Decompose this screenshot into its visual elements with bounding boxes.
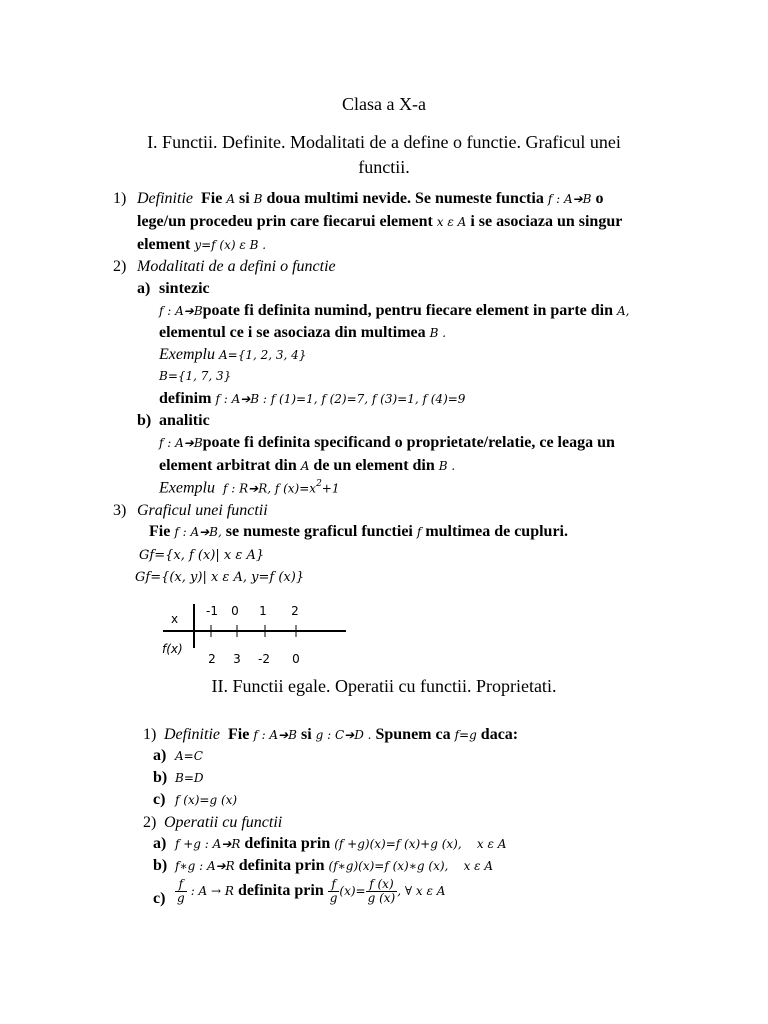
math: (f∗g)(x)=f (x)∗g (x), x ε A (328, 859, 494, 873)
text: daca: (480, 726, 519, 743)
math: f : A➔B (253, 728, 297, 742)
math: f : A➔B (159, 436, 203, 450)
s2-b-math: B=D (175, 771, 204, 785)
x-value: 2 (291, 604, 299, 618)
s2-item2-number: 2) (143, 814, 157, 831)
fraction: $\frac{f (x)}{g (x)}$ (367, 877, 396, 905)
section2-title: II. Functii egale. Operatii cu functii. Proprietati. (211, 676, 557, 696)
math: f : A➔B (159, 304, 203, 318)
exponent: 2 (316, 479, 322, 489)
math: f=g (454, 728, 477, 742)
x-label: x (171, 612, 179, 626)
text: multimea de cupluri. (425, 523, 568, 540)
math: , ∀ x ε A (397, 884, 446, 899)
sub-a-line2 (159, 324, 446, 342)
s2-a-label: a) (153, 747, 167, 764)
sub-b-line2 (159, 457, 455, 475)
example-label: Exemplu (159, 346, 215, 363)
math: A={1, 2, 3, 4} (218, 348, 307, 362)
sub-a-label: a) (137, 280, 151, 297)
s2-b-label: b) (153, 769, 168, 786)
s1-item1-number: 1) (113, 190, 127, 207)
s1-item1-line3 (137, 236, 266, 254)
graph-definition (149, 523, 568, 541)
text: si (238, 190, 250, 207)
math: A (226, 192, 235, 206)
sub-a-example (159, 346, 306, 364)
fraction: $\frac{f}{g}$ (177, 877, 185, 905)
s2-item2-label: Operatii cu functii (164, 814, 283, 831)
x-value: 1 (259, 604, 267, 618)
text: definita prin (237, 882, 324, 900)
class-title: Clasa a X-a (342, 94, 426, 114)
text: Fie (200, 190, 223, 207)
op-b-line (175, 857, 493, 875)
x-value: 0 (231, 604, 239, 618)
s2-item1-line (164, 726, 518, 744)
math: f : R➔R, f (x)=x (222, 481, 317, 496)
math: f : A➔B (547, 192, 592, 206)
text: element (137, 236, 191, 253)
text: poate fi definita numind, pentru fiecare element in parte din (202, 302, 614, 319)
text: Fie (227, 726, 250, 743)
math: f (416, 525, 422, 539)
fx-label: f(x) (162, 642, 183, 656)
math: f : A➔B : f (1)=1, f (2)=7, f (3)=1, f (4)=9 (215, 392, 466, 406)
math: f : A➔B, (174, 525, 222, 539)
math: B (253, 192, 263, 206)
math: (x)= (339, 884, 366, 899)
text: definita prin (244, 835, 331, 852)
text: lege/un procedeu prin care fiecarui element (137, 213, 433, 230)
s1-item2-number: 2) (113, 258, 127, 275)
s2-c-label: c) (153, 791, 166, 808)
text: definita prin (238, 857, 325, 874)
fraction: $\frac{f}{g}$ (329, 877, 338, 905)
text: si (300, 726, 312, 743)
text: element arbitrat din (159, 457, 297, 474)
op-c-line (175, 878, 445, 905)
section1-title-cont: functii. (358, 157, 410, 177)
text: i se asociaza un singur (470, 213, 623, 230)
op-b-label: b) (153, 857, 168, 874)
math: +1 (321, 481, 340, 496)
sub-b-example (159, 479, 340, 497)
math: f +g : A➔R (175, 837, 241, 851)
s1-item1-line2 (137, 213, 622, 231)
s2-a-math: A=C (175, 749, 203, 763)
graph-formula-1: Gf={x, f (x)| x ε A} (139, 548, 265, 563)
op-a-label: a) (153, 835, 167, 852)
math: y=f (x) ε B . (194, 238, 267, 252)
sub-a-title: sintezic (159, 280, 210, 297)
math: f∗g : A➔R (175, 859, 235, 873)
math: B . (429, 326, 447, 340)
s1-item2-label: Modalitati de a defini o functie (137, 258, 336, 275)
value-table (150, 596, 360, 676)
text: doua multimi nevide. Se numeste functia (266, 190, 544, 207)
s2-item1-number: 1) (143, 726, 157, 743)
f-value: 3 (233, 652, 241, 666)
math: g : C➔D . (315, 728, 372, 742)
definition-label: Definitie (137, 190, 193, 207)
op-c-label: c) (153, 890, 166, 907)
text: se numeste graficul functiei (225, 523, 413, 540)
text: elementul ce i se asociaza din multimea (159, 324, 426, 341)
sub-a-line1 (159, 302, 630, 320)
f-value: -2 (258, 652, 270, 666)
text: de un element din (313, 457, 435, 474)
section1-title: I. Functii. Definite. Modalitati de a define o functie. Graficul unei (147, 132, 621, 152)
sub-a-example-b: B={1, 7, 3} (159, 369, 232, 383)
math: x ε A (436, 215, 467, 229)
f-value: 0 (292, 652, 300, 666)
f-value: 2 (208, 652, 216, 666)
text: definim (159, 390, 212, 407)
sub-a-define (159, 390, 465, 408)
math: (f +g)(x)=f (x)+g (x), x ε A (334, 837, 507, 851)
s1-item1-line1 (137, 190, 603, 208)
text: Spunem ca (375, 726, 451, 743)
sub-b-label: b) (137, 412, 152, 429)
op-a-line (175, 835, 506, 853)
text: poate fi definita specificand o proprietate/relatie, ce leaga un (202, 434, 615, 451)
example-label: Exemplu (159, 479, 215, 497)
text: o (595, 190, 604, 207)
definition-label: Definitie (164, 726, 220, 743)
math: A, (617, 304, 630, 318)
s2-c-math: f (x)=g (x) (175, 793, 238, 807)
s1-item3-label: Graficul unei functii (137, 502, 268, 519)
math: : A → R (190, 884, 234, 899)
text: Fie (149, 523, 171, 540)
x-value: -1 (206, 604, 218, 618)
sub-b-title: analitic (159, 412, 210, 429)
sub-b-line1 (159, 434, 615, 452)
s1-item3-number: 3) (113, 502, 127, 519)
math: B . (438, 459, 456, 473)
math: A (300, 459, 310, 473)
graph-formula-2: Gf={(x, y)| x ε A, y=f (x)} (135, 570, 305, 585)
